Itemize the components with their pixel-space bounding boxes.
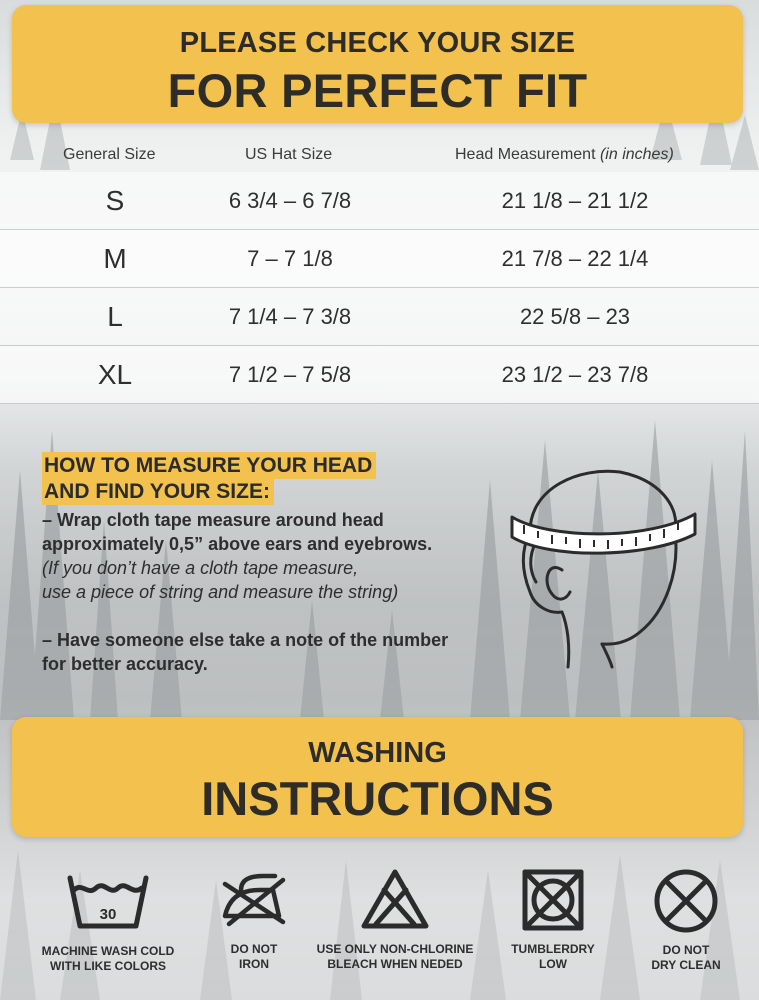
us-hat-cell: 6 3/4 – 6 7/8 xyxy=(228,188,352,213)
us-hat-cell: 7 – 7 1/8 xyxy=(247,246,333,271)
note-line2: use a piece of string and measure the string) xyxy=(42,582,399,602)
care-item xyxy=(204,868,304,972)
step1-line1: – Wrap cloth tape measure around head xyxy=(42,510,384,530)
care-label: USE ONLY NON-CHLORINE BLEACH WHEN NEDED xyxy=(316,942,474,971)
care-label: TUMBLERDRY LOW xyxy=(511,942,595,971)
size-cell: XL xyxy=(97,359,133,390)
size-banner xyxy=(12,5,743,123)
us-hat-cell: 7 1/4 – 7 3/8 xyxy=(228,304,352,329)
header-head-measurement: Head Measurement (in inches) xyxy=(455,146,674,163)
do-not-dry-clean-icon xyxy=(653,868,719,934)
size-cell: M xyxy=(103,243,127,274)
header-unit: (in inches) xyxy=(599,146,674,163)
measure-title-line1: HOW TO MEASURE YOUR HEAD xyxy=(42,452,376,479)
care-item xyxy=(305,868,485,972)
tumble-dry-low-icon xyxy=(521,868,585,932)
table-row xyxy=(0,346,759,404)
size-chart-table xyxy=(0,134,759,404)
care-item xyxy=(498,868,608,972)
head-measurement-cell: 22 5/8 – 23 xyxy=(519,304,631,329)
head-measurement-cell: 21 1/8 – 21 1/2 xyxy=(501,188,649,213)
head-measurement-cell: 21 7/8 – 22 1/4 xyxy=(501,246,649,271)
table-row xyxy=(0,288,759,346)
measure-instructions xyxy=(42,452,502,676)
care-item xyxy=(635,868,737,973)
step2-line1: – Have someone else take a note of the number xyxy=(42,630,449,650)
size-cell: L xyxy=(107,301,123,332)
care-icons-row xyxy=(0,868,759,998)
size-banner-line1: PLEASE CHECK YOUR SIZE xyxy=(179,27,576,59)
header-general-size: General Size xyxy=(63,146,156,163)
wash-temperature: 30 xyxy=(99,906,117,923)
care-label: DO NOT IRON xyxy=(230,942,278,971)
care-label: DO NOT DRY CLEAN xyxy=(651,943,721,972)
machine-wash-30-icon xyxy=(66,868,150,932)
washing-banner xyxy=(12,717,743,837)
washing-banner-line1: WASHING xyxy=(308,737,447,769)
measure-title-line2: AND FIND YOUR SIZE: xyxy=(42,478,274,505)
size-cell: S xyxy=(105,185,125,216)
do-not-iron-icon xyxy=(219,868,289,932)
table-row xyxy=(0,172,759,230)
care-item xyxy=(30,868,186,974)
header-us-hat-size: US Hat Size xyxy=(245,146,333,163)
note-line1: (If you don’t have a cloth tape measure, xyxy=(42,558,359,578)
head-measurement-cell: 23 1/2 – 23 7/8 xyxy=(501,362,649,387)
table-row xyxy=(0,230,759,288)
non-chlorine-bleach-icon xyxy=(360,868,430,932)
head-measuring-illustration xyxy=(490,462,700,672)
size-chart-header xyxy=(0,134,759,172)
step2-line2: for better accuracy. xyxy=(42,654,208,674)
size-banner-title: FOR PERFECT FIT xyxy=(167,64,588,117)
us-hat-cell: 7 1/2 – 7 5/8 xyxy=(228,362,352,387)
washing-banner-title: INSTRUCTIONS xyxy=(201,772,554,825)
care-label: MACHINE WASH COLD WITH LIKE COLORS xyxy=(41,944,175,973)
step1-line2: approximately 0,5” above ears and eyebrows. xyxy=(42,534,433,554)
